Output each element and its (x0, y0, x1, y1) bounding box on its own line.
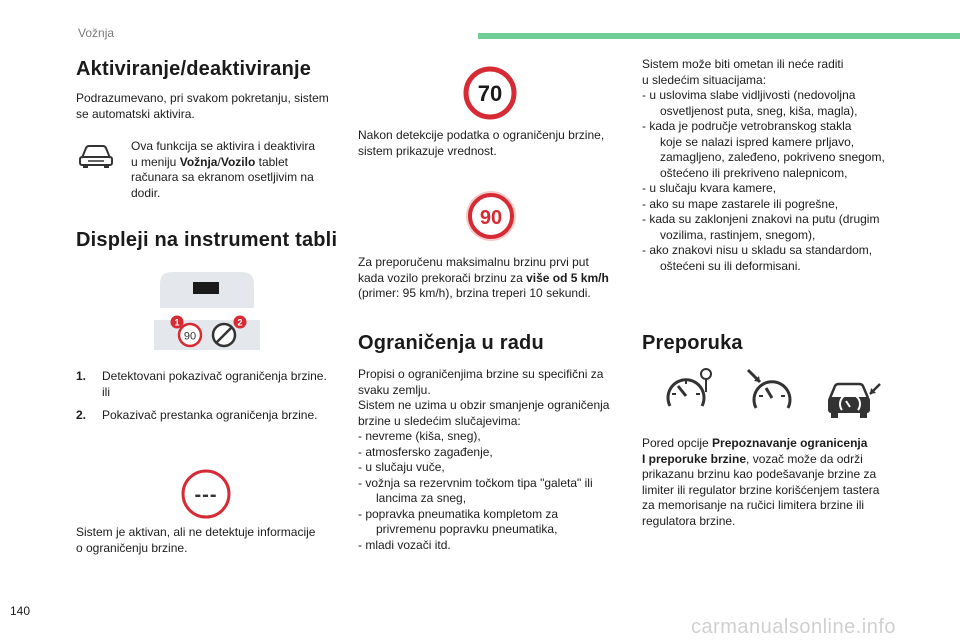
speed-limit-sign-70 (462, 65, 518, 121)
svg-text:90: 90 (479, 207, 503, 229)
legend-list (76, 369, 346, 424)
list-item: - ako znakovi nisu u skladu sa standardom, oštećeni su ili deformisani. (642, 243, 873, 273)
list-item: - nevreme (kiša, sneg), (358, 429, 481, 443)
speed-limit-sign-90-flashing (463, 188, 519, 244)
watermark: carmanualsonline.info (690, 616, 896, 638)
paragraph-default: Podrazumevano, pri svakom pokretanju, sistem se automatski aktivira. (76, 91, 329, 121)
list-item: - kada je područje vetrobranskog stakla koje se nalazi ispred kamere prljavo, zamagljeno, zaleđeno, pokriveno snegom, oštećeno ili prekriveno nalepnicom, (642, 119, 885, 180)
svg-text:---: --- (194, 484, 218, 506)
list-item: - u slučaju kvara kamere, (642, 181, 777, 195)
list-item: - atmosfersko zagađenje, (358, 444, 493, 459)
note-activation-menu: Ova funkcija se aktivira i deaktivira u meniju Vožnja/Vozilo tablet računara sa ekranom osetljivim na dodir. (131, 139, 316, 200)
list-item: - u slučaju vuče, (358, 460, 445, 474)
paragraph-detect: Nakon detekcije podatka o ograničenju brzine, sistem prikazuje vrednost. (358, 128, 605, 158)
list-item: - mladi vozači itd. (358, 537, 451, 552)
list-item: - popravka pneumatika kompletom za privremenu popravku pneumatika, (358, 506, 559, 536)
paragraph-exceed: Za preporučenu maksimalnu brzinu prvi put kada vozilo prekorači brzinu za više od 5 km/h (primer: 95 km/h), brzina treperi 10 sekundi. (358, 255, 609, 300)
list-item: 2. Pokazivač prestanka ograničenja brzine. (76, 408, 318, 422)
heading-recommend: Preporuka (642, 332, 743, 354)
display-screen (193, 282, 219, 294)
list-item: - kada su zaklonjeni znakovi na putu (drugim vozilima, rastinjem, snegom), (642, 212, 880, 242)
panel-sign-label: 90 (183, 330, 197, 343)
list-item: 1. Detektovani pokazivač ograničenja brzine. ili (76, 369, 327, 399)
section-title: Vožnja (78, 26, 115, 40)
svg-text:1: 1 (174, 317, 180, 328)
list-item: - vožnja sa rezervnim točkom tipa "galeta" ili lancima za sneg, (358, 475, 593, 505)
page-number: 140 (10, 604, 31, 618)
svg-text:2: 2 (237, 317, 243, 328)
no-info-sign (180, 468, 232, 520)
heading-displays: Displeji na instrument tabli (76, 229, 338, 251)
list-item: - ako su mape zastarele ili pogrešne, (642, 196, 839, 211)
heading-limits: Ograničenja u radu (358, 332, 544, 354)
svg-text:70: 70 (477, 81, 503, 106)
instrument-panel-illustration (150, 268, 264, 352)
car-settings-icon (78, 142, 114, 170)
heading-activation: Aktiviranje/deaktiviranje (76, 58, 312, 80)
speedometer-press-icon (744, 368, 800, 414)
paragraph-recommend: Pored opcije Prepoznavanje ogranicenja I preporuke brzine, vozač može da održi prikazanu brzinu kao podešavanje brzine za limiter ili regulator brzine korišćenjem tastera za memorisanje na ručici limitera brzine ili regulatora brzine. (642, 436, 880, 528)
section-color-bar (478, 33, 960, 39)
car-speed-icon (826, 376, 882, 424)
paragraph-active-no-info: Sistem je aktivan, ali ne detektuje informacije o ograničenju brzine. (76, 525, 316, 555)
list-item: - u uslovima slabe vidljivosti (nedovoljna osvetljenost puta, sneg, kiša, magla), (642, 88, 858, 118)
speedometer-pin-icon (664, 366, 720, 414)
paragraph-limits: Propisi o ograničenjima brzine su specifični za svaku zemlju. Sistem ne uzima u obzir smanjenje ograničenja brzine u sledećim slučajevima: - nevreme (kiša, sneg), - atmosfersko zagađenje, - u slučaju vuče, - vožnja sa rezervnim točkom tipa "galeta" ili lancima za sneg, - popravka pneumatika kompletom za privremenu popravku pneumatika, - mladi vozači itd. (358, 367, 633, 553)
paragraph-interference: Sistem može biti ometan ili neće raditi u sledećim situacijama: - u uslovima slabe vidljivosti (nedovoljna osvetljenost puta, sneg, kiša, magla), - kada je područje vetrobranskog stakla koje se nalazi ispred kamere prljavo, zamagljeno, zaleđeno, pokriveno snegom, oštećeno ili prekriveno nalepnicom, - u slučaju kvara kamere, - ako su mape zastarele ili pogrešne, - kada su zaklonjeni znakovi na putu (drugim vozilima, rastinjem, snegom), - ako znakovi nisu u skladu sa standardom, oštećeni su ili deformisani. (642, 57, 917, 274)
